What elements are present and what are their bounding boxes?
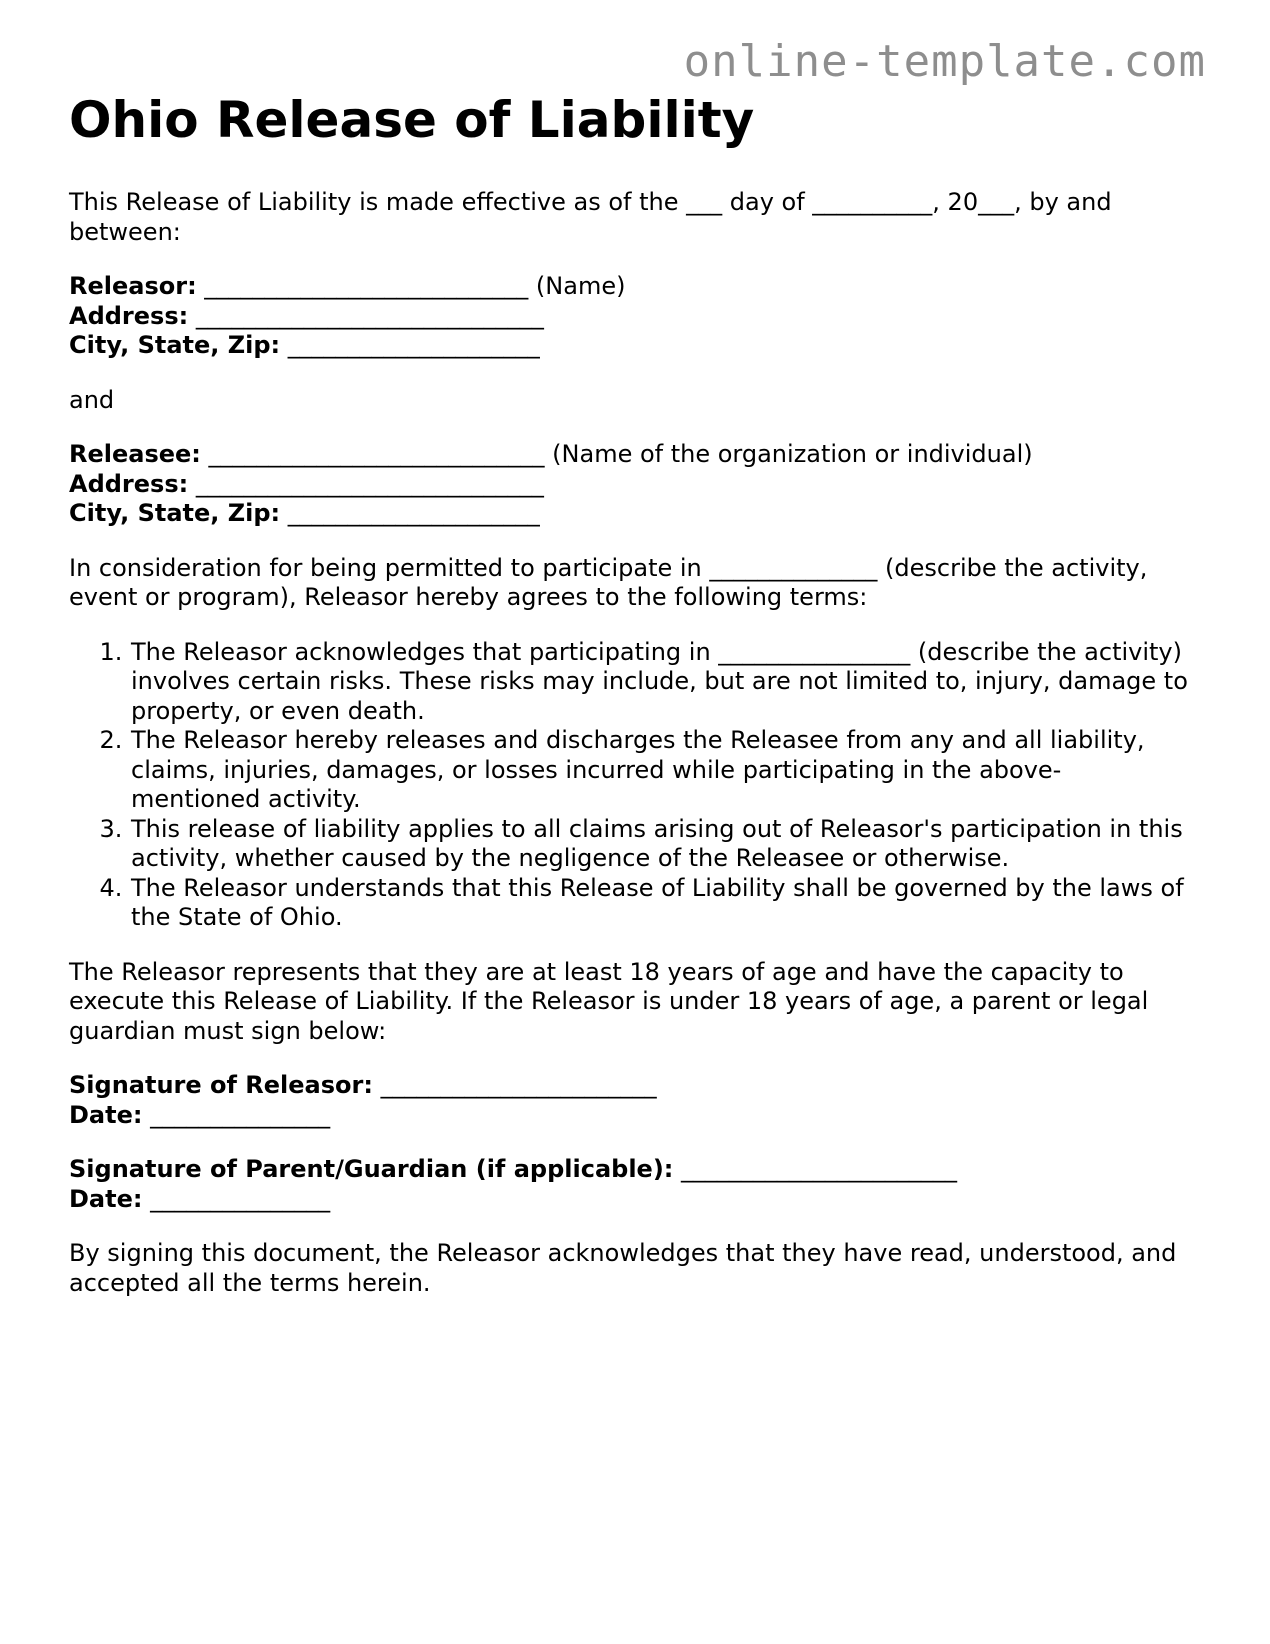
and-text: and	[69, 385, 115, 414]
term-item: 1. The Releasor acknowledges that participating in ________________ (describe the activity) involves certain risks. These risks may include, but are not limited to, injury, damage to property, or even death.	[130, 638, 1189, 727]
releasee-name-value: ____________________________ (Name of the organization or individual)	[200, 440, 1033, 468]
releasor-signature-field	[69, 1071, 1189, 1101]
intro-paragraph: This Release of Liability is made effective as of the ___ day of __________, 20___, by and between:	[69, 188, 1112, 246]
guardian-signature-block	[69, 1155, 1189, 1214]
releasor-date-field	[69, 1101, 1189, 1131]
document-page	[69, 92, 1189, 1298]
closing-paragraph: By signing this document, the Releasor acknowledges that they have read, understood, and accepted all the terms herein.	[69, 1239, 1177, 1297]
consideration-paragraph: In consideration for being permitted to participate in ______________ (describe the activity, event or program), Releasor hereby agrees to the following terms:	[69, 553, 1148, 611]
term-item: 3. This release of liability applies to all claims arising out of Releasor's participation in this activity, whether caused by the negligence of the Releasee or otherwise.	[130, 815, 1189, 874]
watermark-text: online-template.com	[683, 36, 1206, 87]
guardian-signature-value: _______________________	[673, 1155, 958, 1183]
age-statement-paragraph: The Releasor represents that they are at least 18 years of age and have the capacity to execute this Release of Liability. If the Releasor is under 18 years of age, a parent or legal guardian must sign below:	[69, 957, 1149, 1045]
document-title: Ohio Release of Liability	[69, 91, 755, 149]
releasee-name-field	[69, 440, 1189, 470]
term-item: 2. The Releasor hereby releases and discharges the Releasee from any and all liability, claims, injuries, damages, or losses incurred while participating in the above-mentioned activity.	[130, 726, 1189, 815]
releasor-address-value: _____________________________	[188, 301, 544, 330]
releasor-signature-label: Signature of Releasor:	[69, 1071, 373, 1099]
releasee-address-field	[69, 470, 1189, 500]
releasor-name-value: ___________________________ (Name)	[196, 272, 626, 300]
releasee-address-value: _____________________________	[188, 469, 544, 498]
terms-list	[69, 638, 1189, 933]
releasor-date-label: Date:	[69, 1100, 143, 1129]
releasor-city-label: City, State, Zip:	[69, 331, 281, 359]
releasee-address-label: Address:	[69, 469, 189, 498]
releasor-signature-value: _______________________	[372, 1071, 657, 1099]
releasor-block	[69, 272, 1189, 361]
guardian-date-label: Date:	[69, 1184, 143, 1213]
releasee-block	[69, 440, 1189, 529]
releasee-city-field	[69, 499, 1189, 529]
guardian-signature-field	[69, 1155, 1189, 1185]
releasor-address-field	[69, 302, 1189, 332]
releasee-city-value: _____________________	[280, 499, 540, 527]
releasor-city-field	[69, 331, 1189, 361]
guardian-signature-label: Signature of Parent/Guardian (if applicable):	[69, 1155, 674, 1183]
releasor-signature-block	[69, 1071, 1189, 1130]
releasor-address-label: Address:	[69, 301, 189, 330]
releasor-city-value: _____________________	[280, 331, 540, 359]
releasee-city-label: City, State, Zip:	[69, 499, 281, 527]
releasor-date-value: _______________	[142, 1100, 331, 1129]
term-item: 4. The Releasor understands that this Release of Liability shall be governed by the laws of the State of Ohio.	[130, 874, 1189, 933]
releasee-name-label: Releasee:	[69, 440, 201, 468]
guardian-date-field	[69, 1185, 1189, 1215]
releasor-name-field	[69, 272, 1189, 302]
guardian-date-value: _______________	[142, 1184, 331, 1213]
releasor-name-label: Releasor:	[69, 272, 197, 300]
